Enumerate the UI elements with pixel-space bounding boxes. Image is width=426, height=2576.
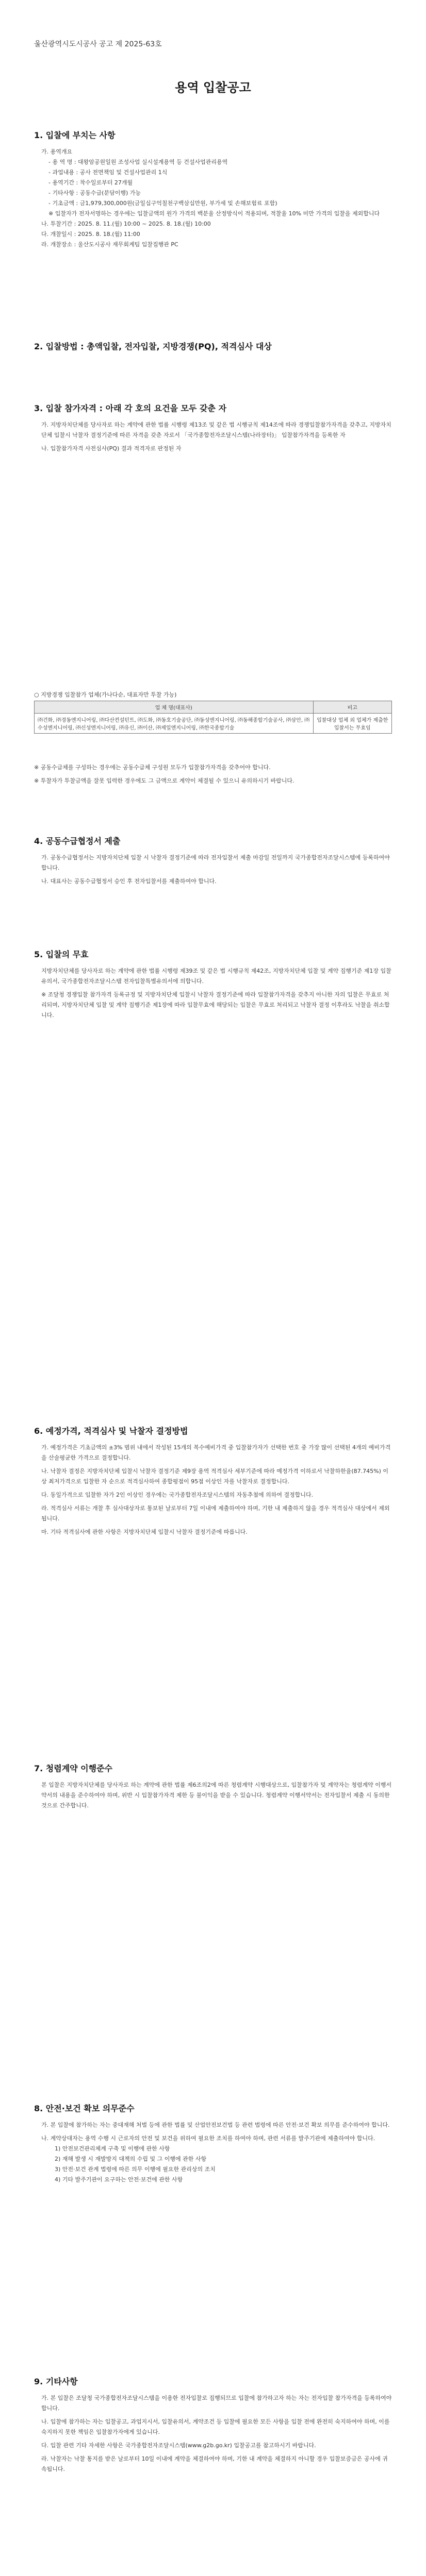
section-3-note: ※ 투찰자가 투찰금액을 잘못 입력한 경우에도 그 금액으로 계약이 체결될 수 있으니 유의하시기 바랍니다. <box>34 777 294 784</box>
section-9-ga: 가. 본 입찰은 조달청 국가종합전자조달시스템을 이용한 전자입찰로 집행되므로 입찰에 참가하고자 하는 자는 전자입찰 참가자격을 등록하여야 합니다. <box>41 2395 392 2412</box>
section-6-ra: 라. 적격심사 서류는 개찰 후 심사대상자로 통보된 날로부터 7일 이내에 제출하여야 하며, 기한 내 제출하지 않을 경우 적격심사 대상에서 제외됩니다. <box>41 1505 390 1522</box>
eligible-companies-table <box>34 701 392 734</box>
safety-item: 2) 재해 발생 시 재발방지 대책의 수립 및 그 이행에 관한 사항 <box>55 2156 207 2162</box>
remark-cell: 입찰대상 업체 외 업체가 제출한 입찰서는 무효임 <box>313 714 391 734</box>
safety-item: 3) 안전·보건 관계 법령에 따른 의무 이행에 필요한 관리상의 조치 <box>55 2166 216 2173</box>
section-5 <box>34 948 392 1021</box>
section-3-na: 나. 입찰참가자격 사전심사(PQ) 결과 적격자로 판정된 자 <box>41 445 182 452</box>
section-6-ma: 마. 기타 적격심사에 관한 사항은 지방자치단체 입찰시 낙찰자 결정기준에 따릅니다. <box>41 1529 248 1535</box>
table-header-remark: 비고 <box>313 701 391 714</box>
section-8-title: 8. 안전·보건 확보 의무준수 <box>34 2104 135 2113</box>
section-1-na: 나. 투찰기간 : 2025. 8. 11.(월) 10:00 ~ 2025. 8. 18.(월) 10:00 <box>41 221 211 227</box>
section-7 <box>34 1762 392 1811</box>
overview-item: - 기타사항 : 공동수급(분담이행) 가능 <box>48 190 141 196</box>
safety-item: 1) 안전보건관리체계 구축 및 이행에 관한 사항 <box>55 2145 170 2152</box>
section-9-title: 9. 기타사항 <box>34 2377 78 2386</box>
box-caption: ○ 지방경쟁 입찰참가 업체(가나다순, 대표자만 투찰 가능) <box>34 691 177 698</box>
section-6-title: 6. 예정가격, 적격심사 및 낙찰자 결정방법 <box>34 1426 188 1436</box>
section-1-da: 다. 개찰일시 : 2025. 8. 18.(월) 11:00 <box>41 231 140 238</box>
safety-item: 4) 기타 발주기관이 요구하는 안전·보건에 관한 사항 <box>55 2176 183 2183</box>
section-3-ga: 가. 지방자치단체를 당사자로 하는 계약에 관한 법률 시행령 제13조 및 같은 법 시행규칙 제14조에 따라 경쟁입찰참가자격을 갖추고, 지방자치단체 입찰시 낙찰자 결정기준에 따른 자격을 갖춘 자로서 「국가종합전자조달시스템(나라장터)」 입찰참가자격을 등록한 자 <box>41 421 391 438</box>
section-9-na: 나. 입찰에 참가하는 자는 입찰공고, 과업지시서, 입찰유의서, 계약조건 등 입찰에 필요한 모든 사항을 입찰 전에 완전히 숙지하여야 하며, 이를 숙지하지 못한 책임은 입찰참가자에게 있습니다. <box>41 2418 390 2435</box>
section-6 <box>34 1425 392 1537</box>
section-5-title: 5. 입찰의 무효 <box>34 950 89 959</box>
section-4-ga: 가. 공동수급협정서는 지방자치단체 입찰 시 낙찰자 결정기준에 따라 전자입찰서 제출 마감일 전일까지 국가종합전자조달시스템에 등록하여야 합니다. <box>41 854 390 871</box>
section-8 <box>34 2102 392 2185</box>
section-3-note: ※ 공동수급체를 구성하는 경우에는 공동수급체 구성원 모두가 입찰참가자격을 갖추어야 합니다. <box>34 764 271 771</box>
section-6-na: 나. 낙찰자 결정은 지방자치단체 입찰시 낙찰자 결정기준 제9장 용역 적격심사 세부기준에 따라 예정가격 이하로서 낙찰하한율(87.745%) 이상 최저가격으로 입찰한 자 순으로 적격심사하여 종합평점이 95점 이상인 자를 낙찰자로 결정합니다. <box>41 1468 389 1485</box>
overview-item: - 과업내용 : 공사 전면책임 및 건설사업관리 1식 <box>48 169 168 176</box>
section-3-title: 3. 입찰 참가자격 : 아래 각 호의 요건을 모두 갖춘 자 <box>34 403 226 413</box>
section-3-notes <box>34 762 392 786</box>
section-7-title: 7. 청렴계약 이행준수 <box>34 1764 112 1773</box>
section-9-ra: 라. 낙찰자는 낙찰 통지를 받은 날로부터 10일 이내에 계약을 체결하여야 하며, 기한 내 계약을 체결하지 아니할 경우 입찰보증금은 공사에 귀속됩니다. <box>41 2455 388 2472</box>
section-2-title: 2. 입찰방법 : 총액입찰, 전자입찰, 지방경쟁(PQ), 적격심사 대상 <box>34 342 272 351</box>
section-5-body: 지방자치단체를 당사자로 하는 계약에 관한 법률 시행령 제39조 및 같은 법 시행규칙 제42조, 지방자치단체 입찰 및 계약 집행기준 제1장 입찰유의서, 국가종합전자조달시스템 전자입찰특별유의서에 의합니다. <box>41 968 391 985</box>
table-header-company: 업 체 명(대표사) <box>35 701 314 714</box>
overview-item: - 용역기간 : 착수일로부터 27개월 <box>48 179 133 186</box>
overview-note: ※ 입찰자가 전자서명하는 경우에는 입찰금액의 원가 가격의 백분율 산정방식이 적용되며, 적찰율 10% 미만 가격의 입찰을 제외합니다 <box>48 210 380 217</box>
section-8-ga: 가. 본 입찰에 참가하는 자는 중대재해 처벌 등에 관한 법률 및 산업안전보건법 등 관련 법령에 따른 안전·보건 확보 의무를 준수하여야 합니다. <box>41 2122 390 2128</box>
section-1-title: 1. 입찰에 부치는 사항 <box>34 130 116 140</box>
section-6-ga: 가. 예정가격은 기초금액의 ±3% 범위 내에서 작성된 15개의 복수예비가격 중 입찰참가자가 선택한 번호 중 가장 많이 선택된 4개의 예비가격을 산술평균한 가격으로 결정합니다. <box>41 1444 391 1461</box>
section-4-title: 4. 공동수급협정서 제출 <box>34 836 121 846</box>
section-5-note: ※ 조달청 경쟁입찰 참가자격 등록규정 및 지방자치단체 입찰시 낙찰자 결정기준에 따라 입찰참가자격을 갖추지 아니한 자의 입찰은 무효로 처리되며, 지방자치단체 입찰 및 계약 집행기준 제1장에 따라 입찰무효에 해당되는 입찰은 무효로 처리되고 낙찰자 결정 이후라도 낙찰을 취소합니다. <box>41 991 390 1019</box>
section-4-na: 나. 대표사는 공동수급협정서 승인 후 전자입찰서를 제출하여야 합니다. <box>41 878 217 885</box>
section-1-ra: 라. 개찰장소 : 울산도시공사 재무회계팀 입찰집행관 PC <box>41 241 178 248</box>
section-6-da: 다. 동일가격으로 입찰한 자가 2인 이상인 경우에는 국가종합전자조달시스템의 자동추첨에 의하여 결정합니다. <box>41 1492 314 1498</box>
overview-item: - 기초금액 : 금1,979,300,000원(금일십구억칠천구백삼십만원, 부가세 및 손해보험료 포함) <box>48 200 277 207</box>
overview-item: - 용 역 명 : 대왕암공원일원 조성사업 실시설계용역 등 건설사업관리용역 <box>48 159 228 165</box>
section-2 <box>34 340 392 358</box>
notice-number: 울산광역시도시공사 공고 제 2025-63호 <box>34 40 162 48</box>
section-7-body: 본 입찰은 지방자치단체를 당사자로 하는 계약에 관한 법률 제6조의2에 따른 청렴계약 시행대상으로, 입찰참가자 및 계약자는 청렴계약 이행서약서의 내용을 준수하여야 하며, 위반 시 입찰참가자격 제한 등 불이익을 받을 수 있습니다. 청렴계약 이행서약서는 전자입찰서 제출 시 동의한 것으로 간주합니다. <box>41 1782 392 1809</box>
section-4 <box>34 835 392 887</box>
section-8-na: 나. 계약상대자는 용역 수행 시 근로자의 안전 및 보건을 위하여 필요한 조치를 하여야 하며, 관련 서류를 발주기관에 제출하여야 합니다. <box>41 2135 375 2142</box>
section-1 <box>34 129 392 250</box>
section-9 <box>34 2375 392 2475</box>
section-3 <box>34 402 392 454</box>
page-title: 용역 입찰공고 <box>175 80 251 95</box>
section-1-ga: 가. 용역개요 <box>41 148 73 155</box>
section-9-da: 다. 입찰 관련 기타 자세한 사항은 국가종합전자조달시스템(www.g2b.go.kr) 입찰공고를 참고하시기 바랍니다. <box>41 2442 316 2449</box>
company-list-cell: ㈜건화, ㈜경동엔지니어링, ㈜다산컨설턴트, ㈜도화, ㈜동호기술공단, ㈜동성엔지니어링, ㈜동해종합기술공사, ㈜삼안, ㈜수성엔지니어링, ㈜신성엔지니어링, ㈜유신, ㈜이산, ㈜제일엔지니어링, ㈜한국종합기술 <box>35 714 314 734</box>
eligible-companies-box <box>34 690 392 734</box>
